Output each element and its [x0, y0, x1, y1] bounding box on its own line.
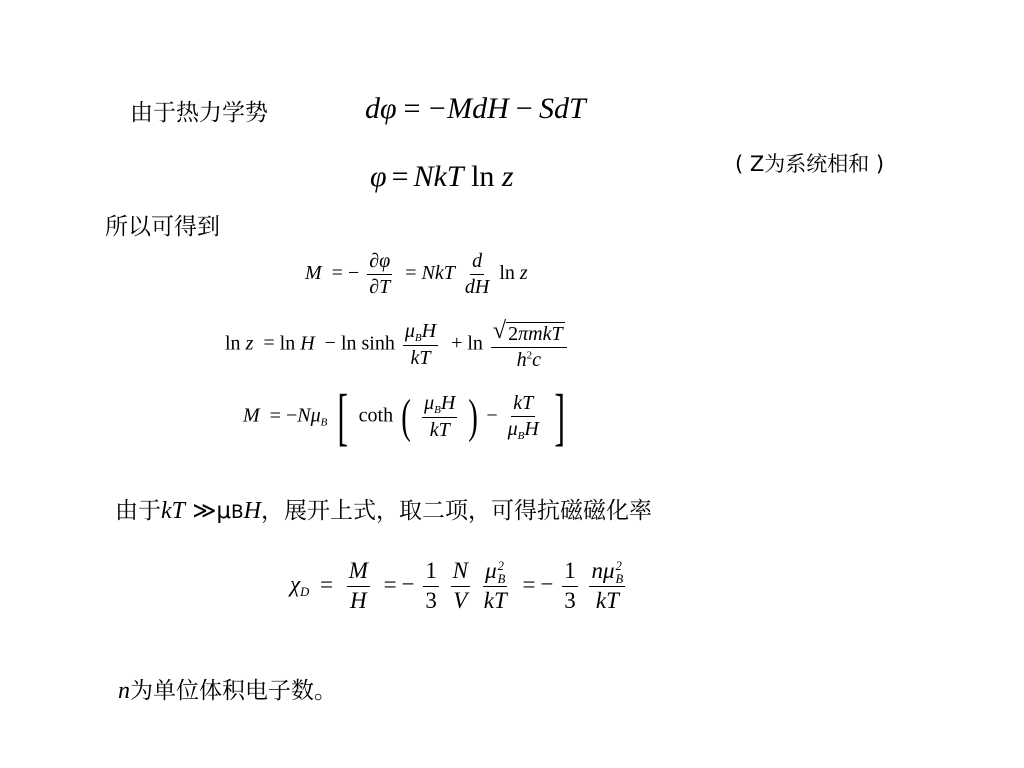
equation-susceptibility: $\chi_D$ = $\frac{M}{H}$ = − $\frac{1}{3}$ $\frac{N}{V}$ μ 2 B kT = − $\frac{1}{3}$ nμ 2 B kT: [290, 558, 624, 614]
equation-phi: φ = NkT ln z: [370, 160, 514, 193]
intro-thermo-potential: 由于热力学势: [130, 100, 268, 126]
approximation-text: 由于kT ≫μBH，展开上式，取二项，可得抗磁磁化率: [115, 498, 653, 524]
therefore-text: 所以可得到: [105, 214, 220, 240]
equation-dphi: dφ = −MdH − SdT: [365, 92, 586, 125]
equation-magnetization-result: $M = -N\mu_B$ [ coth ( $\frac{\mu_BH}{kT}$ ) − $\frac{kT}{\mu_BH}$ ]: [243, 381, 565, 452]
note-z-partition: ( Z为系统相和 ): [735, 152, 885, 176]
equation-magnetization: M = − $\frac{\partial\varphi}{\partial T}$ = NkT $\frac{d}{dH}$ ln z: [305, 250, 528, 298]
equation-ln-z: ln z = ln H − ln sinh $\frac{\mu_BH}{kT}$ + ln √ 2πmkT $h^2c$: [225, 318, 570, 372]
n-definition-text: n为单位体积电子数。: [118, 678, 337, 704]
